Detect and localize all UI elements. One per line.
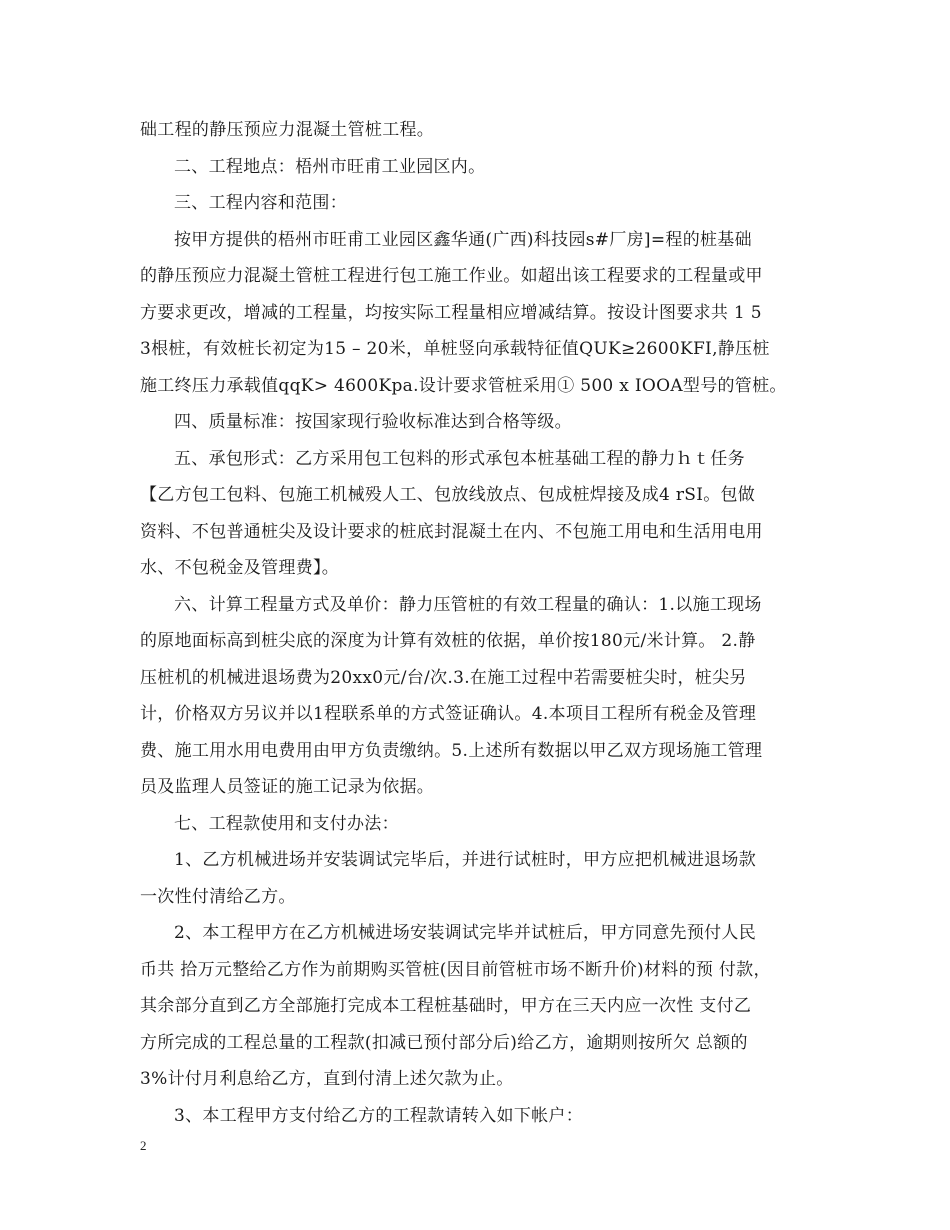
text-line: 施工终压力承载值qqK> 4600Kpa.设计要求管桩采用① 500 x IOOA型号的管桩。 [140, 375, 787, 396]
text-line: 其余部分直到乙方全部施打完成本工程桩基础时，甲方在三天内应一次性 支付乙 [140, 996, 752, 1016]
text-line: 按甲方提供的梧州市旺甫工业园区鑫华通(广西)科技园s#厂房]=程的桩基础 [174, 229, 752, 250]
text-line: 二、工程地点：梧州市旺甫工业园区内。 [174, 156, 486, 177]
text-line: 3根桩，有效桩长初定为15 – 20米，单桩竖向承载特征值QUK≥2600KFI,静压桩 [140, 339, 770, 359]
text-line: 资料、不包普通桩尖及设计要求的桩底封混凝土在内、不包施工用电和生活用电用 [140, 521, 763, 542]
page-number: 2 [140, 1138, 147, 1153]
text-line: 六、计算工程量方式及单价：静力压管桩的有效工程量的确认：1.以施工现场 [174, 594, 762, 615]
text-line: 水、不包税金及管理费】。 [140, 558, 340, 578]
text-line: 五、承包形式：乙方采用包工包料的形式承包本桩基础工程的静力ｈｔ任务 [174, 448, 745, 469]
text-line: 3%计付月利息给乙方，直到付清上述欠款为止。 [140, 1069, 514, 1089]
text-line: 压桩机的机械进退场费为20xx0元/台/次.3.在施工过程中若需要桩尖时，桩尖另 [140, 667, 747, 688]
text-line: 计，价格双方另议并以1程联系单的方式签证确认。4.本项目工程所有税金及管理 [140, 704, 757, 724]
text-line: 3、本工程甲方支付给乙方的工程款请转入如下帐户： [174, 1105, 584, 1126]
text-line: 的原地面标高到桩尖底的深度为计算有效桩的依据，单价按180元/米计算。 2.静 [140, 631, 756, 651]
text-line: 费、施工用水用电费用由甲方负责缴纳。5.上述所有数据以甲乙双方现场施工管理 [140, 740, 763, 761]
text-line: 方要求更改，增减的工程量，均按实际工程量相应增减结算。按设计图要求共 1 5 [140, 302, 762, 323]
text-line: 一次性付清给乙方。 [140, 886, 296, 907]
document-body [140, 112, 820, 1134]
text-line: 方所完成的工程总量的工程款(扣减已预付部分后)给乙方，逾期则按所欠 总额的 [140, 1032, 748, 1053]
text-line: 础工程的静压预应力混凝土管桩工程。 [140, 120, 435, 140]
text-line: 1、乙方机械进场并安装调试完毕后，并进行试桩时，甲方应把机械进退场款 [174, 850, 757, 870]
text-line: 四、质量标准：按国家现行验收标准达到合格等级。 [174, 412, 572, 432]
text-line: 七、工程款使用和支付办法： [174, 813, 399, 834]
text-line: 币共 拾万元整给乙方作为前期购买管桩(因目前管桩市场不断升价)材料的预 付款， [140, 959, 771, 980]
text-line: 三、工程内容和范围： [174, 193, 347, 213]
text-line: 【乙方包工包料、包施工机械殁人工、包放线放点、包成桩焊接及成4 rSI。包做 [140, 485, 756, 505]
text-line: 的静压预应力混凝土管桩工程进行包工施工作业。如超出该工程要求的工程量或甲 [140, 266, 763, 286]
text-line: 2、本工程甲方在乙方机械进场安装调试完毕并试桩后，甲方同意先预付人民 [174, 923, 757, 943]
text-line: 员及监理人员签证的施工记录为依据。 [140, 777, 435, 797]
